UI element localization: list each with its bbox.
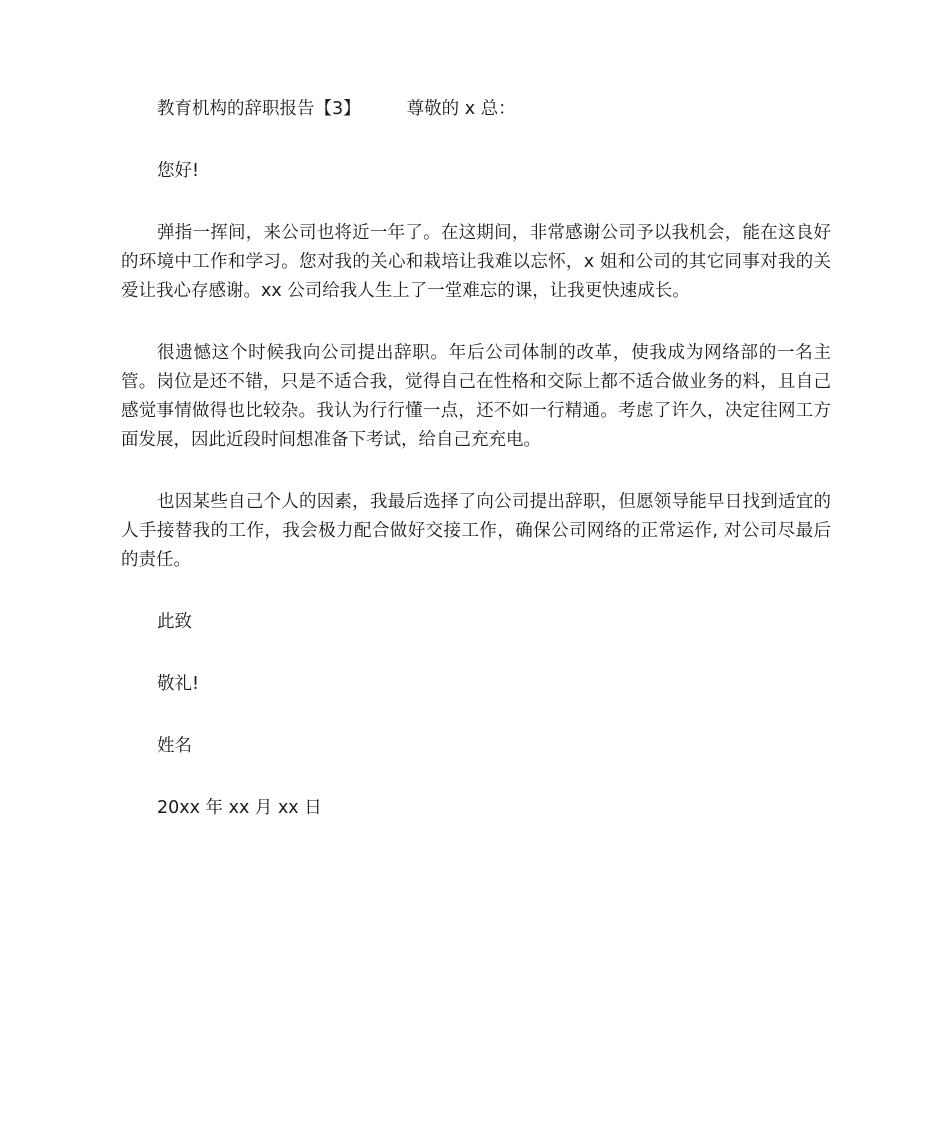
paragraph-1: 弹指一挥间，来公司也将近一年了。在这期间，非常感谢公司予以我机会，能在这良好的环境中工作和学习。您对我的关心和栽培让我难以忘怀，x 姐和公司的其它同事对我的关爱让我心存感谢。xx 公司给我人生上了一堂难忘的课，让我更快速成长。 bbox=[121, 223, 831, 301]
title-line bbox=[121, 95, 831, 124]
date: 20xx 年 xx 月 xx 日 bbox=[157, 798, 322, 818]
letter-body bbox=[121, 95, 831, 823]
paragraph-2: 很遗憾这个时候我向公司提出辞职。年后公司体制的改革，使我成为网络部的一名主管。岗位是还不错，只是不适合我，觉得自己在性格和交际上都不适合做业务的料，且自己感觉事情做得也比较杂。我认为行行懂一点，还不如一行精通。考虑了许久，决定往网工方面发展，因此近段时间想准备下考试，给自己充充电。 bbox=[121, 343, 831, 450]
signature-name: 姓名 bbox=[157, 736, 192, 756]
greeting: 您好! bbox=[157, 161, 200, 181]
closing: 此致 bbox=[157, 612, 192, 632]
regards: 敬礼! bbox=[157, 674, 200, 694]
salutation: 尊敬的 x 总： bbox=[406, 99, 516, 119]
paragraph-3: 也因某些自己个人的因素，我最后选择了向公司提出辞职，但愿领导能早日找到适宜的人手接替我的工作，我会极力配合做好交接工作，确保公司网络的正常运作, 对公司尽最后的责任。 bbox=[121, 492, 831, 570]
document-title: 教育机构的辞职报告【3】 bbox=[157, 99, 361, 119]
